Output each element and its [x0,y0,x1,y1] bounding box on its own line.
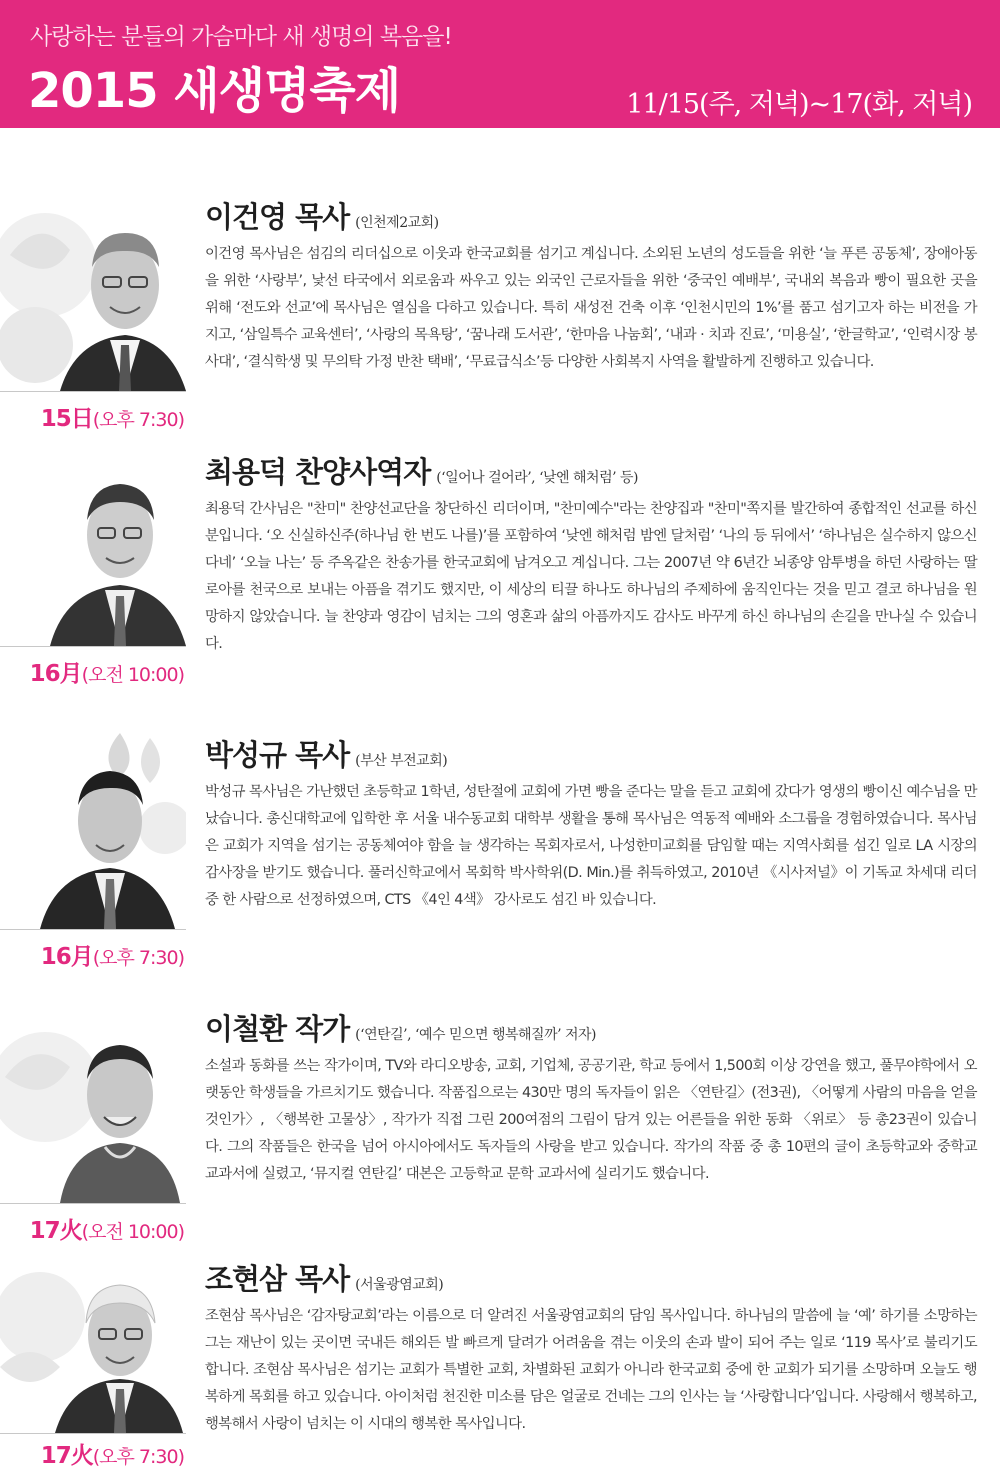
divider [0,1433,186,1434]
speaker-photo [0,1007,186,1203]
session-hour: (오후 7:30) [92,1446,184,1468]
speaker-photo [0,450,186,646]
divider [0,646,186,647]
speaker-name: 이건영 목사 [205,200,350,234]
session-hour: (오전 10:00) [81,664,184,686]
speaker-name: 이철환 작가 [205,1012,350,1046]
session-time [41,400,184,433]
session-hour: (오후 7:30) [92,947,184,969]
header-banner [0,0,1000,128]
session-time [41,938,184,971]
speaker-heading [205,1257,977,1297]
speaker-name: 박성규 목사 [205,738,350,772]
speaker-content [205,1257,977,1438]
speaker-heading [205,195,977,235]
session-time [30,655,184,688]
session-day: 17火 [40,1443,93,1469]
header-tagline: 사랑하는 분들의 가슴마다 새 생명의 복음을! [30,24,452,50]
speaker-heading [205,1007,977,1047]
session-hour: (오전 10:00) [81,1221,184,1243]
speaker-affiliation: (인천제2교회) [355,215,439,231]
event-dates: 11/15(주, 저녁)~17(화, 저녁) [626,89,972,120]
session-day: 17火 [29,1218,82,1244]
speaker-affiliation: (부산 부전교회) [355,753,448,769]
session-day: 16月 [29,661,82,687]
speaker-heading [205,733,977,773]
speaker-bio: 최용덕 간사님은 "찬미" 찬양선교단을 창단하신 리더이며, "찬미예수"라는 찬양집과 "찬미"쪽지를 발간하여 종합적인 선교를 하신 분입니다. ‘오 신실하신주(하나님 한 번도 나를)’를 포함하여 ‘낮엔 해처럼 밤엔 달처럼’ ‘나의 등 뒤에서’ ‘하나님은 실수하지 않으신다네’ ‘오늘 나는’ 등 주옥같은 찬송가를 한국교회에 남겨오고 계십니다. 그는 2007년 약 6년간 뇌종양 암투병을 하던 사랑하는 딸 로아를 천국으로 보내는 아픔을 겪기도 했지만, 이 세상의 티끌 하나도 하나님의 주제하에 움직인다는 것을 믿고 결코 하나님을 원망하지 않았습니다. 늘 찬양과 영감이 넘치는 그의 영혼과 삶의 아픔까지도 감사도 바꾸게 하신 하나님의 손길을 만나실 수 있습니다. [205,501,977,652]
speaker-content [205,733,977,914]
speaker-name: 조현삼 목사 [205,1262,350,1296]
divider [0,929,186,930]
speaker-name: 최용덕 찬양사역자 [205,455,431,489]
session-hour: (오후 7:30) [92,409,184,431]
speaker-photo [0,195,186,391]
session-day: 15日 [40,406,93,432]
speaker-affiliation: (‘연탄길’, ‘예수 믿으면 행복해질까’ 저자) [355,1027,597,1043]
speaker-bio: 박성규 목사님은 가난했던 초등학교 1학년, 성탄절에 교회에 가면 빵을 준다는 말을 듣고 교회에 갔다가 영생의 빵이신 예수님을 만났습니다. 총신대학교에 입학한 후 서울 내수동교회 대학부 생활을 통해 목사님은 역동적 예배와 소그룹을 경험하였습니다. 목사님은 교회가 지역을 섬기는 공동체여야 함을 늘 생각하는 목회자로서, 나성한미교회를 담임할 때는 지역사회를 섬긴 일로 LA 시장의 감사장을 받기도 했습니다. 풀러신학교에서 목회학 박사학위(D. Min.)를 취득하였고, 2010년 《시사저널》이 기독교 차세대 리더 중 한 사람으로 선정하였으며, CTS 《4인 4색》 강사로도 섬긴 바 있습니다. [205,784,977,908]
page-title: 2015 새생명축제 [28,63,401,119]
speaker-heading [205,450,977,490]
speaker-bio: 소설과 동화를 쓰는 작가이며, TV와 라디오방송, 교회, 기업체, 공공기관, 학교 등에서 1,500회 이상 강연을 했고, 풀무야학에서 오랫동안 학생들을 가르치기도 했습니다. 작품집으로는 430만 명의 독자들이 읽은 〈연탄길〉(전3권), 〈어떻게 사람의 마음을 얻을 것인가〉, 〈행복한 고물상〉, 작가가 직접 그린 200여점의 그림이 담겨 있는 어른들을 위한 동화 〈위로〉 등 총23권이 있습니다. 그의 작품들은 한국을 넘어 아시아에서도 독자들의 사랑을 받고 있습니다. 작가의 작품 중 총 10편의 글이 초등학교와 중학교 교과서에 실렸고, ‘뮤지컬 연탄길’ 대본은 고등학교 문학 교과서에 실리기도 했습니다. [205,1058,977,1182]
speaker-affiliation: (‘일어나 걸어라’, ‘낮엔 해처럼’ 등) [436,470,638,486]
divider [0,391,186,392]
speaker-bio: 조현삼 목사님은 ‘감자탕교회’라는 이름으로 더 알려진 서울광염교회의 담임 목사입니다. 하나님의 말씀에 늘 ‘예’ 하기를 소망하는 그는 재난이 있는 곳이면 국내든 해외든 발 빠르게 달려가 어려움을 겪는 이웃의 손과 발이 되어 주는 일로 ‘119 목사’로 불리기도 합니다. 조현삼 목사님은 섬기는 교회가 특별한 교회, 차별화된 교회가 아니라 한국교회 중에 한 교회가 되기를 소망하며 오늘도 행복하게 목회를 하고 있습니다. 아이처럼 천진한 미소를 담은 얼굴로 건네는 그의 인사는 늘 ‘사랑합니다’입니다. 사랑해서 행복하고, 행복해서 사랑이 넘치는 이 시대의 행복한 목사입니다. [205,1308,977,1432]
session-day: 16月 [40,944,93,970]
speaker-content [205,195,977,376]
speaker-photo [0,733,186,929]
speaker-content [205,450,977,658]
speaker-content [205,1007,977,1188]
speaker-bio: 이건영 목사님은 섬김의 리더십으로 이웃과 한국교회를 섬기고 계십니다. 소외된 노년의 성도들을 위한 ‘늘 푸른 공동체’, 장애아동을 위한 ‘사랑부’, 낯선 타국에서 외로움과 싸우고 있는 외국인 근로자들을 위한 ‘중국인 예배부’, 국내외 복음과 빵이 필요한 곳을 위해 ‘전도와 선교’에 목사님은 열심을 다하고 있습니다. 특히 새성전 건축 이후 ‘인천시민의 1%’를 품고 섬기고자 하는 비전을 가지고, ‘삼일특수 교육센터’, ‘사랑의 목욕탕’, ‘꿈나래 도서관’, ‘한마음 나눔회’, ‘내과 · 치과 진료’, ‘미용실’, ‘한글학교’, ‘인력시장 봉사대’, ‘결식학생 및 무의탁 가정 반찬 택배’, ‘무료급식소’등 다양한 사회복지 사역을 활발하게 진행하고 있습니다. [205,246,977,370]
speaker-photo [0,1257,186,1433]
speaker-affiliation: (서울광염교회) [355,1277,444,1293]
session-time [41,1437,184,1470]
session-time [30,1212,184,1245]
divider [0,1203,186,1204]
